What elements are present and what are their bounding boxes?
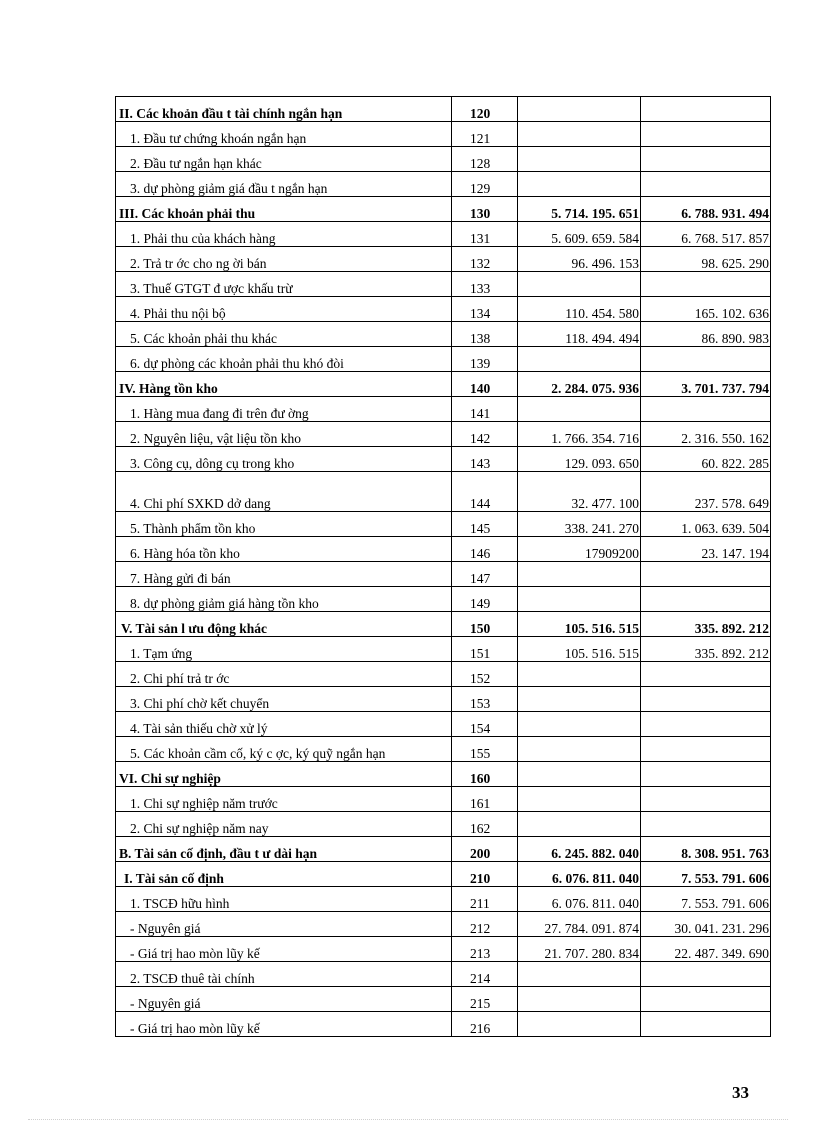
item-name: I. Tài sản cố định — [116, 862, 452, 887]
item-code: 121 — [452, 122, 518, 147]
value-col-2 — [641, 172, 771, 197]
item-code: 129 — [452, 172, 518, 197]
table-row — [116, 987, 771, 1012]
item-name: 4. Tài sản thiếu chờ xử lý — [116, 712, 452, 737]
item-code: 214 — [452, 962, 518, 987]
value-col-1: 21. 707. 280. 834 — [518, 937, 641, 962]
item-name: 5. Các khoản cầm cố, ký c ợc, ký quỹ ngắn hạn — [116, 737, 452, 762]
value-col-2: 7. 553. 791. 606 — [641, 862, 771, 887]
table-row — [116, 862, 771, 887]
item-name: 2. Nguyên liệu, vật liệu tồn kho — [116, 422, 452, 447]
table-row — [116, 197, 771, 222]
item-name: 1. Chi sự nghiệp năm trước — [116, 787, 452, 812]
value-col-2 — [641, 787, 771, 812]
table-row — [116, 737, 771, 762]
value-col-2 — [641, 812, 771, 837]
value-col-1 — [518, 812, 641, 837]
item-code: 211 — [452, 887, 518, 912]
table-row — [116, 937, 771, 962]
item-code: 147 — [452, 562, 518, 587]
value-col-2 — [641, 587, 771, 612]
table-row — [116, 422, 771, 447]
value-col-1: 2. 284. 075. 936 — [518, 372, 641, 397]
value-col-1 — [518, 347, 641, 372]
item-code: 144 — [452, 472, 518, 512]
table-row — [116, 837, 771, 862]
value-col-2 — [641, 272, 771, 297]
table-row — [116, 322, 771, 347]
table-row — [116, 637, 771, 662]
value-col-1 — [518, 687, 641, 712]
item-name: IV. Hàng tồn kho — [116, 372, 452, 397]
value-col-1 — [518, 962, 641, 987]
item-code: 155 — [452, 737, 518, 762]
table-row — [116, 687, 771, 712]
value-col-2 — [641, 987, 771, 1012]
item-name: - Giá trị hao mòn lũy kế — [116, 1012, 452, 1037]
value-col-2 — [641, 347, 771, 372]
value-col-1 — [518, 787, 641, 812]
item-name: 7. Hàng gửi đi bán — [116, 562, 452, 587]
table-row — [116, 147, 771, 172]
table-row — [116, 912, 771, 937]
value-col-1: 118. 494. 494 — [518, 322, 641, 347]
table-row — [116, 812, 771, 837]
value-col-2: 237. 578. 649 — [641, 472, 771, 512]
value-col-1 — [518, 397, 641, 422]
item-code: 160 — [452, 762, 518, 787]
item-name: 2. Chi phí trả tr ớc — [116, 662, 452, 687]
value-col-2 — [641, 562, 771, 587]
item-name: III. Các khoản phải thu — [116, 197, 452, 222]
value-col-2: 23. 147. 194 — [641, 537, 771, 562]
item-name: B. Tài sản cố định, đầu t ư dài hạn — [116, 837, 452, 862]
table-row — [116, 372, 771, 397]
value-col-1: 96. 496. 153 — [518, 247, 641, 272]
item-code: 210 — [452, 862, 518, 887]
value-col-2: 6. 788. 931. 494 — [641, 197, 771, 222]
item-name: 2. TSCĐ thuê tài chính — [116, 962, 452, 987]
table-row — [116, 122, 771, 147]
item-code: 131 — [452, 222, 518, 247]
value-col-2 — [641, 737, 771, 762]
value-col-1: 5. 714. 195. 651 — [518, 197, 641, 222]
value-col-1: 5. 609. 659. 584 — [518, 222, 641, 247]
item-code: 134 — [452, 297, 518, 322]
value-col-2 — [641, 1012, 771, 1037]
value-col-1: 105. 516. 515 — [518, 612, 641, 637]
item-code: 128 — [452, 147, 518, 172]
table-row — [116, 1012, 771, 1037]
item-name: 4. Phải thu nội bộ — [116, 297, 452, 322]
item-code: 162 — [452, 812, 518, 837]
item-code: 120 — [452, 97, 518, 122]
table-row — [116, 97, 771, 122]
item-code: 141 — [452, 397, 518, 422]
value-col-2: 165. 102. 636 — [641, 297, 771, 322]
item-code: 200 — [452, 837, 518, 862]
value-col-2 — [641, 712, 771, 737]
value-col-1 — [518, 147, 641, 172]
value-col-1: 32. 477. 100 — [518, 472, 641, 512]
item-name: VI. Chi sự nghiệp — [116, 762, 452, 787]
item-code: 161 — [452, 787, 518, 812]
value-col-1: 17909200 — [518, 537, 641, 562]
value-col-1: 129. 093. 650 — [518, 447, 641, 472]
item-code: 140 — [452, 372, 518, 397]
table-row — [116, 447, 771, 472]
value-col-2: 98. 625. 290 — [641, 247, 771, 272]
value-col-2 — [641, 662, 771, 687]
table-row — [116, 172, 771, 197]
item-code: 145 — [452, 512, 518, 537]
value-col-1: 6. 076. 811. 040 — [518, 887, 641, 912]
value-col-1: 1. 766. 354. 716 — [518, 422, 641, 447]
table-row — [116, 712, 771, 737]
value-col-1 — [518, 587, 641, 612]
value-col-1 — [518, 97, 641, 122]
table-row — [116, 587, 771, 612]
table-row — [116, 612, 771, 637]
item-code: 133 — [452, 272, 518, 297]
value-col-1: 338. 241. 270 — [518, 512, 641, 537]
item-name: 3. Chi phí chờ kết chuyển — [116, 687, 452, 712]
item-code: 152 — [452, 662, 518, 687]
item-name: 1. Hàng mua đang đi trên đư ờng — [116, 397, 452, 422]
item-name: 6. dự phòng các khoản phải thu khó đòi — [116, 347, 452, 372]
item-code: 154 — [452, 712, 518, 737]
item-name: 5. Các khoản phải thu khác — [116, 322, 452, 347]
value-col-2 — [641, 687, 771, 712]
value-col-1 — [518, 987, 641, 1012]
item-name: 1. TSCĐ hữu hình — [116, 887, 452, 912]
value-col-1: 6. 245. 882. 040 — [518, 837, 641, 862]
item-name: 8. dự phòng giảm giá hàng tồn kho — [116, 587, 452, 612]
item-name: - Nguyên giá — [116, 912, 452, 937]
table-row — [116, 397, 771, 422]
item-code: 138 — [452, 322, 518, 347]
item-code: 146 — [452, 537, 518, 562]
value-col-1 — [518, 662, 641, 687]
footer-divider — [28, 1119, 788, 1120]
value-col-2: 60. 822. 285 — [641, 447, 771, 472]
item-name: 2. Đầu tư ngắn hạn khác — [116, 147, 452, 172]
value-col-2 — [641, 97, 771, 122]
item-code: 143 — [452, 447, 518, 472]
table-row — [116, 662, 771, 687]
item-name: 5. Thành phẩm tồn kho — [116, 512, 452, 537]
page-number: 33 — [732, 1083, 749, 1102]
item-name: 4. Chi phí SXKD dở dang — [116, 472, 452, 512]
value-col-1 — [518, 562, 641, 587]
table-row — [116, 962, 771, 987]
item-code: 139 — [452, 347, 518, 372]
value-col-1 — [518, 172, 641, 197]
value-col-2: 86. 890. 983 — [641, 322, 771, 347]
item-code: 212 — [452, 912, 518, 937]
table-row — [116, 562, 771, 587]
item-name: 1. Tạm ứng — [116, 637, 452, 662]
value-col-1 — [518, 712, 641, 737]
table-row — [116, 537, 771, 562]
value-col-2: 1. 063. 639. 504 — [641, 512, 771, 537]
value-col-2: 22. 487. 349. 690 — [641, 937, 771, 962]
item-code: 132 — [452, 247, 518, 272]
table-row — [116, 347, 771, 372]
item-code: 130 — [452, 197, 518, 222]
item-name: V. Tài sản l ưu động khác — [116, 612, 452, 637]
item-code: 213 — [452, 937, 518, 962]
value-col-2: 3. 701. 737. 794 — [641, 372, 771, 397]
value-col-2: 335. 892. 212 — [641, 612, 771, 637]
table-row — [116, 222, 771, 247]
value-col-2: 7. 553. 791. 606 — [641, 887, 771, 912]
item-name: 2. Trả tr ớc cho ng ời bán — [116, 247, 452, 272]
item-code: 142 — [452, 422, 518, 447]
item-name: 6. Hàng hóa tồn kho — [116, 537, 452, 562]
value-col-1 — [518, 122, 641, 147]
table-row — [116, 247, 771, 272]
value-col-1: 6. 076. 811. 040 — [518, 862, 641, 887]
item-code: 215 — [452, 987, 518, 1012]
item-code: 153 — [452, 687, 518, 712]
item-name: 1. Phải thu của khách hàng — [116, 222, 452, 247]
value-col-1 — [518, 1012, 641, 1037]
table-row — [116, 472, 771, 512]
value-col-2 — [641, 397, 771, 422]
value-col-2 — [641, 122, 771, 147]
value-col-2: 335. 892. 212 — [641, 637, 771, 662]
value-col-1: 27. 784. 091. 874 — [518, 912, 641, 937]
item-name: 1. Đầu tư chứng khoán ngắn hạn — [116, 122, 452, 147]
value-col-2 — [641, 762, 771, 787]
balance-sheet-table — [115, 96, 771, 1037]
table-row — [116, 762, 771, 787]
item-name: - Nguyên giá — [116, 987, 452, 1012]
value-col-1 — [518, 737, 641, 762]
item-code: 151 — [452, 637, 518, 662]
table-row — [116, 787, 771, 812]
value-col-1: 110. 454. 580 — [518, 297, 641, 322]
value-col-2: 2. 316. 550. 162 — [641, 422, 771, 447]
value-col-2 — [641, 962, 771, 987]
item-name: 3. dự phòng giảm giá đầu t ngắn hạn — [116, 172, 452, 197]
table-row — [116, 512, 771, 537]
value-col-2: 30. 041. 231. 296 — [641, 912, 771, 937]
item-name: - Giá trị hao mòn lũy kế — [116, 937, 452, 962]
table-row — [116, 272, 771, 297]
value-col-1: 105. 516. 515 — [518, 637, 641, 662]
value-col-1 — [518, 272, 641, 297]
value-col-1 — [518, 762, 641, 787]
value-col-2 — [641, 147, 771, 172]
value-col-2: 6. 768. 517. 857 — [641, 222, 771, 247]
item-code: 150 — [452, 612, 518, 637]
item-name: 3. Thuế GTGT đ ược khấu trừ — [116, 272, 452, 297]
item-code: 216 — [452, 1012, 518, 1037]
table-row — [116, 297, 771, 322]
item-name: 2. Chi sự nghiệp năm nay — [116, 812, 452, 837]
item-name: 3. Công cụ, dông cụ trong kho — [116, 447, 452, 472]
item-name: II. Các khoản đầu t tài chính ngắn hạn — [116, 97, 452, 122]
value-col-2: 8. 308. 951. 763 — [641, 837, 771, 862]
item-code: 149 — [452, 587, 518, 612]
table-row — [116, 887, 771, 912]
